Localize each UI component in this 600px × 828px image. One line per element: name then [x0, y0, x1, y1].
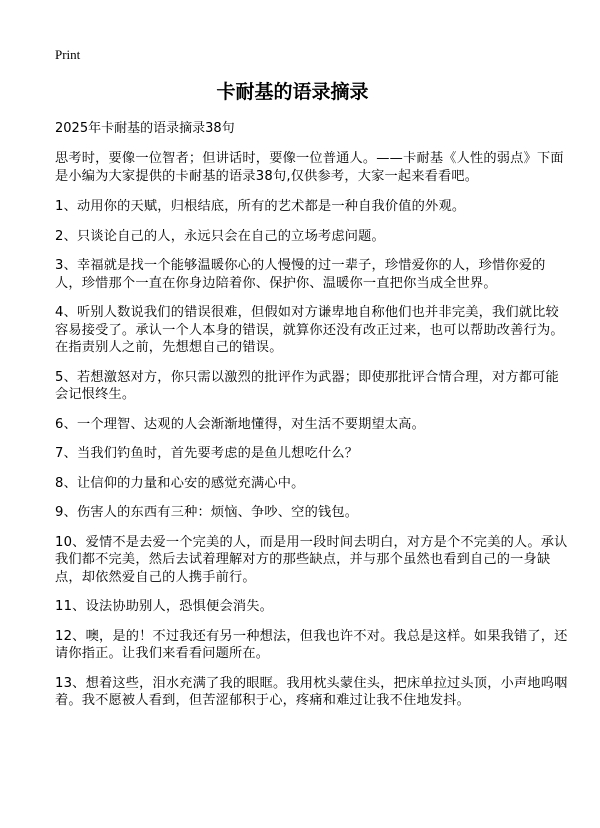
quote-paragraph: 10、爱情不是去爱一个完美的人，而是用一段时间去明白，对方是个不完美的人。承认我们都不完美，然后去试着理解对方的那些缺点，并与那个虽然也看到自己的一身缺点，却依然爱自己的人携手前行。 — [55, 534, 568, 585]
quote-paragraph: 2、只谈论自己的人，永远只会在自己的立场考虑问题。 — [55, 228, 385, 244]
print-link[interactable]: Print — [55, 47, 81, 62]
quote-paragraph: 5、若想激怒对方，你只需以激烈的批评作为武器；即使那批评合情合理，对方都可能会记恨终生。 — [55, 369, 559, 402]
quote-paragraph: 6、一个理智、达观的人会渐渐地懂得，对生活不要期望太高。 — [55, 416, 426, 432]
quote-paragraph: 12、噢，是的！不过我还有另一种想法，但我也许不对。我总是这样。如果我错了，还请你指正。让我们来看看问题所在。 — [55, 628, 568, 661]
document-body — [55, 150, 570, 722]
quote-paragraph: 11、设法协助别人，恐惧便会消失。 — [55, 599, 273, 614]
quote-paragraph: 3、幸福就是找一个能够温暖你心的人慢慢的过一辈子，珍惜爱你的人，珍惜你爱的人，珍惜那个一直在你身边陪着你、保护你、温暖你一直把你当成全世界。 — [55, 258, 546, 291]
document-subtitle: 2025年卡耐基的语录摘录38句 — [55, 121, 235, 136]
quote-paragraph: 13、想着这些，泪水充满了我的眼眶。我用枕头蒙住头，把床单拉过头顶，小声地呜咽着。我不愿被人看到，但苦涩郁积于心，疼痛和难过让我不住地发抖。 — [55, 675, 568, 708]
quote-paragraph: 4、听别人数说我们的错误很难，但假如对方谦卑地自称他们也并非完美，我们就比较容易接受了。承认一个人本身的错误，就算你还没有改正过来，也可以帮助改善行为。在指责别人之前，先想想自己的错误。 — [55, 305, 564, 355]
quote-paragraph: 9、伤害人的东西有三种：烦恼、争吵、空的钱包。 — [55, 505, 359, 520]
quote-paragraph: 7、当我们钓鱼时，首先要考虑的是鱼儿想吃什么？ — [55, 446, 359, 461]
intro-paragraph: 思考时，要像一位智者；但讲话时，要像一位普通人。——卡耐基《人性的弱点》下面是小编为大家提供的卡耐基的语录38句,仅供参考，大家一起来看看吧。 — [55, 151, 564, 184]
quote-paragraph: 1、动用你的天赋，归根结底，所有的艺术都是一种自我价值的外观。 — [55, 199, 466, 214]
document-title: 卡耐基的语录摘录 — [216, 81, 369, 103]
quote-paragraph: 8、让信仰的力量和心安的感觉充满心中。 — [55, 475, 305, 491]
